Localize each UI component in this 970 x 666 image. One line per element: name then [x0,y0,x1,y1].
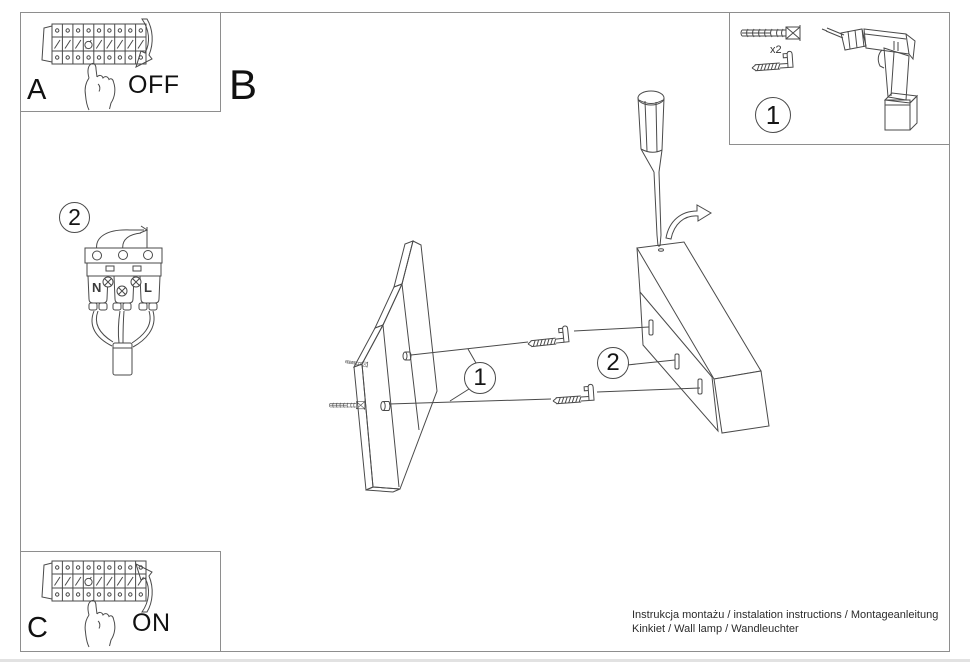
wall-panel-illustration [329,241,437,492]
callout-number: 2 [606,349,620,376]
panel-a-label: A [27,74,47,106]
lamp-end-face [714,371,769,433]
switch-off-label: OFF [128,71,180,99]
lamp-body-illustration [637,242,769,433]
callout-number: 1 [473,364,487,391]
rotate-arrow-icon [666,205,711,239]
callout-step2-wiring [59,202,90,233]
wall-plug-icon [741,25,800,41]
footer-text [632,608,938,636]
terminal-live-label: L [144,280,152,295]
drill-icon [822,28,917,130]
terminal-neutral-label: N [92,280,102,295]
callout-step1-parts [755,97,791,133]
photo-edge-shadow [0,659,970,662]
switch-on-label: ON [132,609,171,637]
callout-number: 1 [765,99,781,130]
terminal-block-illustration [85,226,162,375]
callout-screws [464,362,496,394]
anchor-quantity-label: x2 [770,44,782,56]
footer-line-1: Instrukcja montażu / instalation instructions / Montageanleitung [632,609,939,621]
panel-b-label: B [229,61,258,108]
hook-screws [527,326,595,404]
wall-plug-icon [329,400,364,410]
hook-screw-icon [527,326,570,347]
hook-screw-icon [552,384,594,404]
callout-hang [597,347,629,379]
screwdriver-icon [638,91,664,246]
terminal-lugs [89,303,157,310]
footer-line-2: Kinkiet / Wall lamp / Wandleuchter [632,623,799,635]
panel-c-label: C [27,612,48,644]
callout-number: 2 [68,204,81,230]
